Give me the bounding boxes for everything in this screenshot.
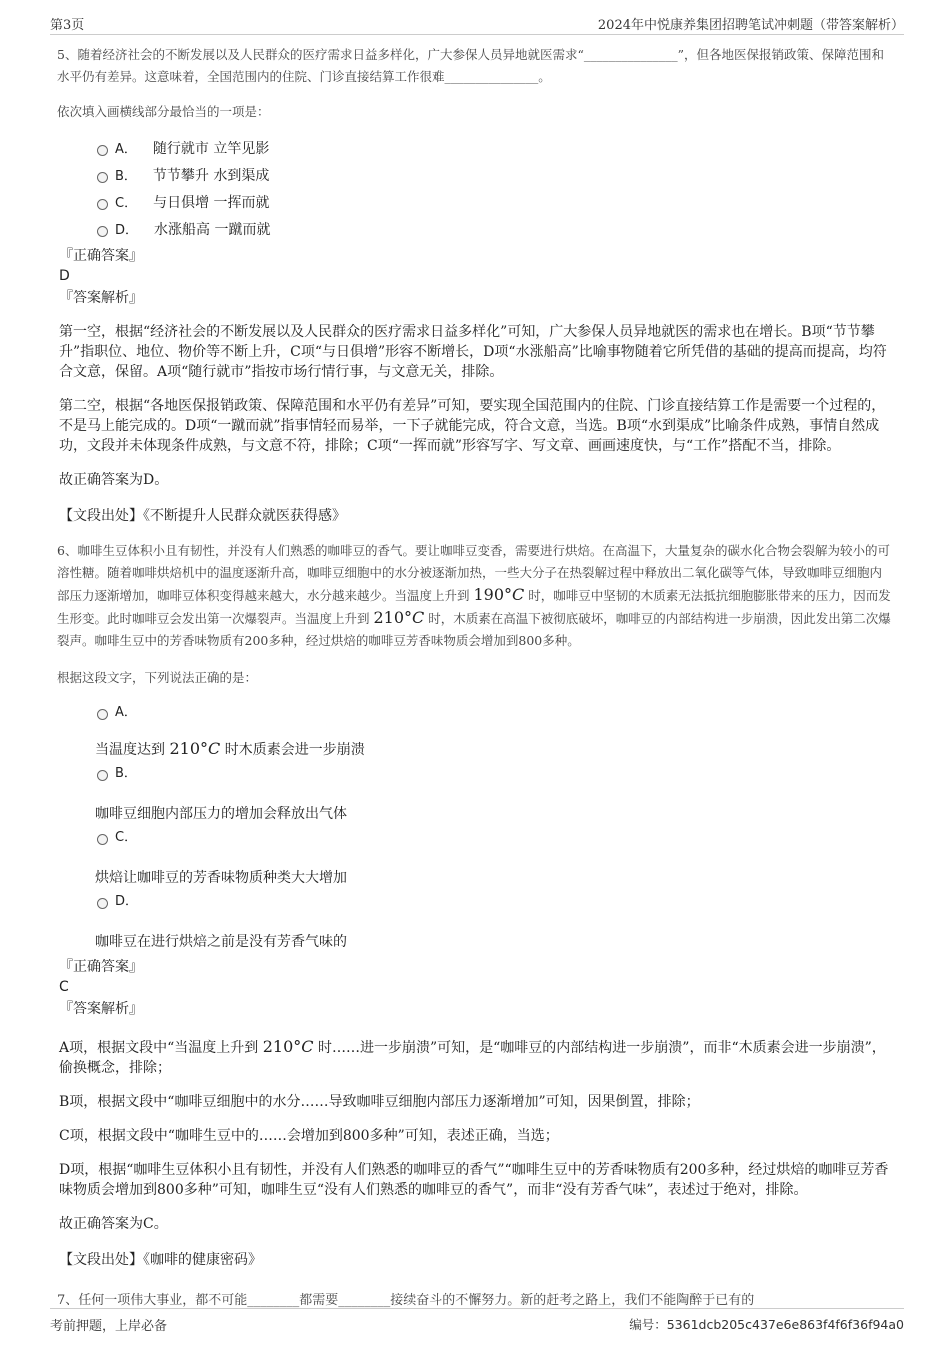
radio-icon[interactable] bbox=[97, 770, 108, 781]
radio-icon[interactable] bbox=[97, 199, 108, 210]
option-c[interactable]: C． 烘焙让咖啡豆的芳香味物质种类大大增加 bbox=[95, 830, 347, 886]
document-title: 2024年中悦康养集团招聘笔试冲刺题（带答案解析） bbox=[597, 18, 904, 33]
question-prompt: 根据这段文字，下列说法正确的是： bbox=[57, 670, 258, 685]
option-d[interactable]: D． 水涨船高 一蹴而就 bbox=[57, 217, 892, 244]
footer-slogan: 考前押题，上岸必备 bbox=[50, 1319, 168, 1334]
page-number: 第3页 bbox=[50, 18, 85, 33]
correct-answer: C bbox=[59, 979, 69, 995]
question-6 bbox=[57, 540, 892, 1270]
radio-icon[interactable] bbox=[97, 709, 108, 720]
analysis-paragraph: D项，根据“咖啡生豆体积小且有韧性，并没有人们熟悉的咖啡豆的香气”“咖啡生豆中的芳香味物质有200多种，经过烘焙的咖啡豆芳香味物质会增加到800多种”可知，咖啡生豆“没有人们熟悉的咖啡豆的香气”，而非“没有芳香气味”，表述过于绝对，排除。 bbox=[59, 1162, 889, 1198]
question-stem: 5、随着经济社会的不断发展以及人民群众的医疗需求日益多样化，广大参保人员异地就医需求“_______________”，但各地医保报销政策、保障范围和水平仍有差异。这意味着，全国范围内的住院、门诊直接结算工作很难_______________。 bbox=[57, 47, 885, 84]
radio-icon[interactable] bbox=[97, 145, 108, 156]
analysis-label: 『答案解析』 bbox=[59, 290, 143, 306]
analysis-paragraph: B项，根据文段中“咖啡豆细胞中的水分……导致咖啡豆细胞内部压力逐渐增加”可知，因果倒置，排除； bbox=[59, 1094, 700, 1110]
analysis-paragraph: C项，根据文段中“咖啡生豆中的……会增加到800多种”可知，表述正确，当选； bbox=[59, 1128, 559, 1144]
source-citation: 【文段出处】《咖啡的健康密码》 bbox=[59, 1252, 262, 1268]
option-d[interactable]: D． 咖啡豆在进行烘焙之前是没有芳香气味的 bbox=[95, 894, 347, 950]
question-prompt: 依次填入画横线部分最恰当的一项是： bbox=[57, 104, 270, 119]
radio-icon[interactable] bbox=[97, 834, 108, 845]
analysis-label: 『答案解析』 bbox=[59, 1001, 143, 1017]
page-footer bbox=[50, 1308, 904, 1334]
correct-answer-label: 『正确答案』 bbox=[59, 959, 143, 975]
radio-icon[interactable] bbox=[97, 898, 108, 909]
option-c[interactable]: C． 与日俱增 一挥而就 bbox=[57, 190, 892, 217]
question-7-partial: 7、任何一项伟大事业，都不可能________都需要________接续奋斗的不懈努力。新的赶考之路上，我们不能陶醉于已有的 bbox=[57, 1293, 755, 1308]
option-b[interactable]: B． 节节攀升 水到渠成 bbox=[57, 163, 892, 190]
analysis-conclusion: 故正确答案为C。 bbox=[59, 1216, 168, 1232]
radio-icon[interactable] bbox=[97, 172, 108, 183]
temperature-190: 190°C bbox=[473, 585, 525, 604]
option-b[interactable]: B． 咖啡豆细胞内部压力的增加会释放出气体 bbox=[95, 766, 347, 822]
analysis-paragraph: 第二空，根据“各地医保报销政策、保障范围和水平仍有差异”可知，要实现全国范围内的住院、门诊直接结算工作是需要一个过程的，不是马上能完成的。D项“一蹴而就”指事情轻而易举，一下子就能完成，符合文意，当选。B项“水到渠成”比喻条件成熟，事情自然成功，文段并未体现条件成熟，与文意不符，排除；C项“一挥而就”形容写字、写文章、画画速度快，与“工作”搭配不当，排除。 bbox=[59, 398, 886, 454]
source-citation: 【文段出处】《不断提升人民群众就医获得感》 bbox=[59, 508, 346, 524]
analysis-conclusion: 故正确答案为D。 bbox=[59, 472, 169, 488]
temperature-210: 210°C bbox=[373, 608, 425, 627]
analysis-paragraph: 第一空，根据“经济社会的不断发展以及人民群众的医疗需求日益多样化”可知，广大参保人员异地就医的需求也在增长。B项“节节攀升”指职位、地位、物价等不断上升，C项“与日俱增”形容不断增长，D项“水涨船高”比喻事物随着它所凭借的基础的提高而提高，均符合文意，保留。A项“随行就市”指按市场行情行事，与文意无关，排除。 bbox=[59, 324, 887, 380]
option-a[interactable]: A． 随行就市 立竿见影 bbox=[57, 136, 892, 163]
document-code: 编号：5361dcb205c437e6e863f4f6f36f94a0 bbox=[629, 1317, 904, 1332]
correct-answer: D bbox=[59, 268, 70, 284]
option-a[interactable]: A． 当温度达到 210°C 时木质素会进一步崩溃 bbox=[95, 705, 365, 758]
correct-answer-label: 『正确答案』 bbox=[59, 248, 143, 264]
radio-icon[interactable] bbox=[97, 226, 108, 237]
document-body bbox=[57, 44, 892, 1290]
page-header bbox=[50, 12, 904, 35]
question-stem: 6、咖啡生豆体积小且有韧性，并没有人们熟悉的咖啡豆的香气。要让咖啡豆变香，需要进行烘焙。在高温下，大量复杂的碳水化合物会裂解为较小的可溶性糖。随着咖啡烘焙机中的温度逐渐升高，咖啡豆细胞中的水分被逐渐加热，一些大分子在热裂解过程中释放出二氧化碳等气体，导致咖啡豆细胞内部压力逐渐增加，咖啡豆体积变得越来越大，水分越来越少。当温度上升到 190°C 时，咖啡豆中坚韧的木质素无法抵抗细胞膨胀带来的压力，因而发生形变。此时咖啡豆会发出第一次爆裂声。当温度上升到 210°C 时，木质素在高温下被彻底破坏，咖啡豆的内部结构进一步崩溃，因此发出第二次爆裂声。咖啡生豆中的芳香味物质有200多种，经过烘焙的咖啡豆芳香味物质会增加到800多种。 bbox=[57, 543, 891, 648]
analysis-paragraph: A项，根据文段中“当温度上升到 210°C 时……进一步崩溃”可知，是“咖啡豆的内部结构进一步崩溃”，而非“木质素会进一步崩溃”，偷换概念，排除； bbox=[59, 1037, 886, 1076]
blank-1: _______________ bbox=[583, 47, 678, 62]
blank-2: _______________ bbox=[444, 69, 539, 84]
question-5 bbox=[57, 44, 892, 526]
